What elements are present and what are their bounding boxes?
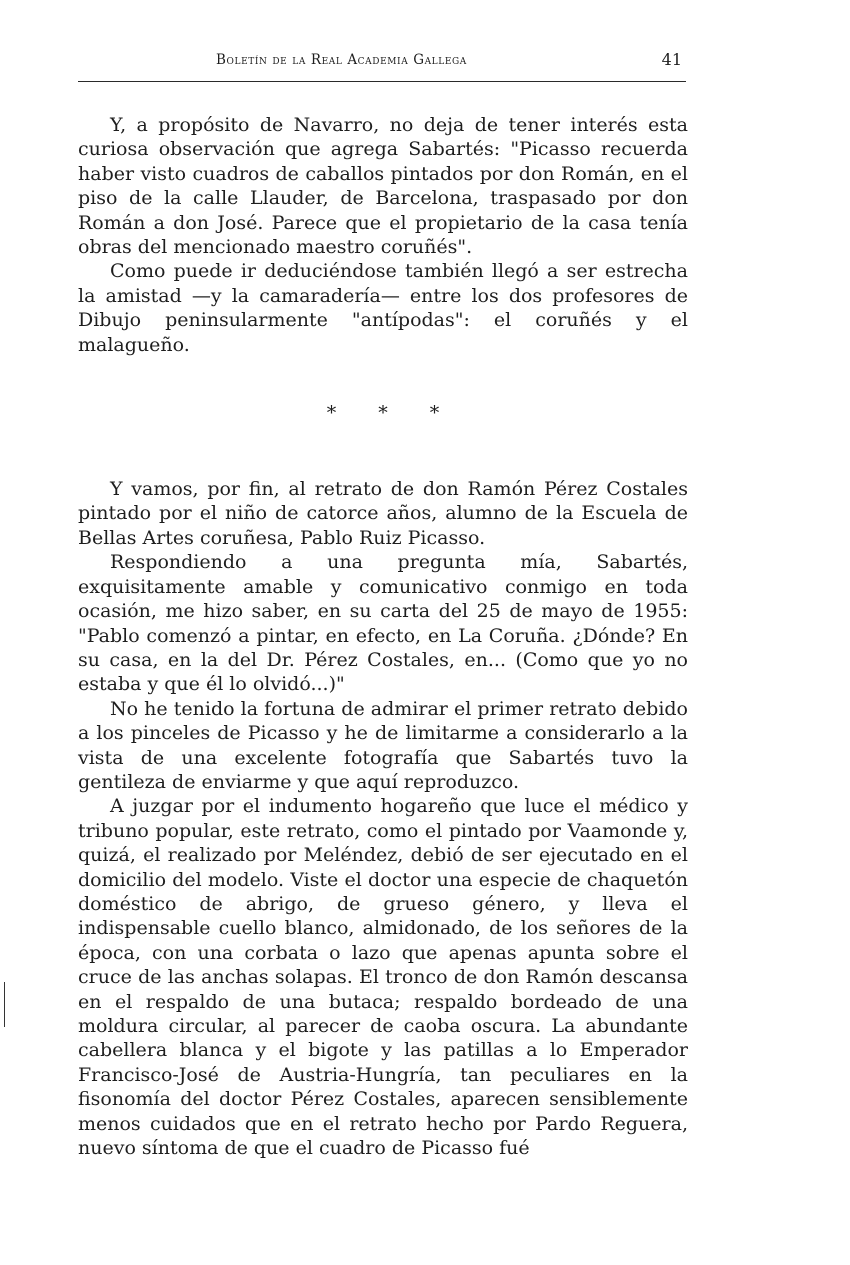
journal-title: Boletín de la Real Academia Gallega: [216, 52, 467, 68]
paragraph: No he tenido la fortuna de admirar el primer retrato debido a los pinceles de Picasso y he de limitarme a considerarlo a la vista de una excelente fotografía que Sabartés tuvo la gentileza de enviarme y que aquí reproduzco.: [78, 697, 688, 793]
body-text: [78, 113, 688, 1160]
header-rule: [78, 81, 686, 82]
paragraph: Y, a propósito de Navarro, no deja de tener interés esta curiosa observación que agrega Sabartés: "Picasso recuerda haber visto cuadros de caballos pintados por don Román, en el piso de la calle Llauder, de Barcelona, traspasado por don Román a don José. Parece que el propietario de la casa tenía obras del mencionado maestro coruñés".: [78, 114, 688, 259]
paragraph: Como puede ir deduciéndose también llegó a ser estrecha la amistad —y la camaradería— entre los dos profesores de Dibujo peninsularmente "antípodas": el coruñés y el malagueño.: [78, 260, 688, 356]
running-header: [78, 48, 686, 78]
section-break: * * *: [326, 402, 458, 425]
paragraph: Y vamos, por fin, al retrato de don Ramón Pérez Costales pintado por el niño de catorce años, alumno de la Escuela de Bellas Artes coruñesa, Pablo Ruiz Picasso.: [78, 478, 688, 549]
scan-edge-mark: [4, 982, 5, 1027]
page-number: 41: [661, 50, 682, 69]
paragraph: Respondiendo a una pregunta mía, Sabartés, exquisitamente amable y comunicativo conmigo en toda ocasión, me hizo saber, en su carta del 25 de mayo de 1955: "Pablo comenzó a pintar, en efecto, en La Coruña. ¿Dónde? En su casa, en la del Dr. Pérez Costales, en... (Como que yo no estaba y que él lo olvidó...)": [78, 551, 688, 696]
paragraph: A juzgar por el indumento hogareño que luce el médico y tribuno popular, este retrato, como el pintado por Vaamonde y, quizá, el realizado por Meléndez, debió de ser ejecutado en el domicilio del modelo. Viste el doctor una especie de chaquetón doméstico de abrigo, de grueso género, y lleva el indispensable cuello blanco, almidonado, de los señores de la época, con una corbata o lazo que apenas apunta sobre el cruce de las anchas solapas. El tronco de don Ramón descansa en el respaldo de una butaca; respaldo bordeado de una moldura circular, al parecer de caoba oscura. La abundante cabellera blanca y el bigote y las patillas a lo Emperador Francisco-José de Austria-Hungría, tan peculiares en la fisonomía del doctor Pérez Costales, aparecen sensiblemente menos cuidados que en el retrato hecho por Pardo Reguera, nuevo síntoma de que el cuadro de Picasso fué: [78, 795, 688, 1160]
